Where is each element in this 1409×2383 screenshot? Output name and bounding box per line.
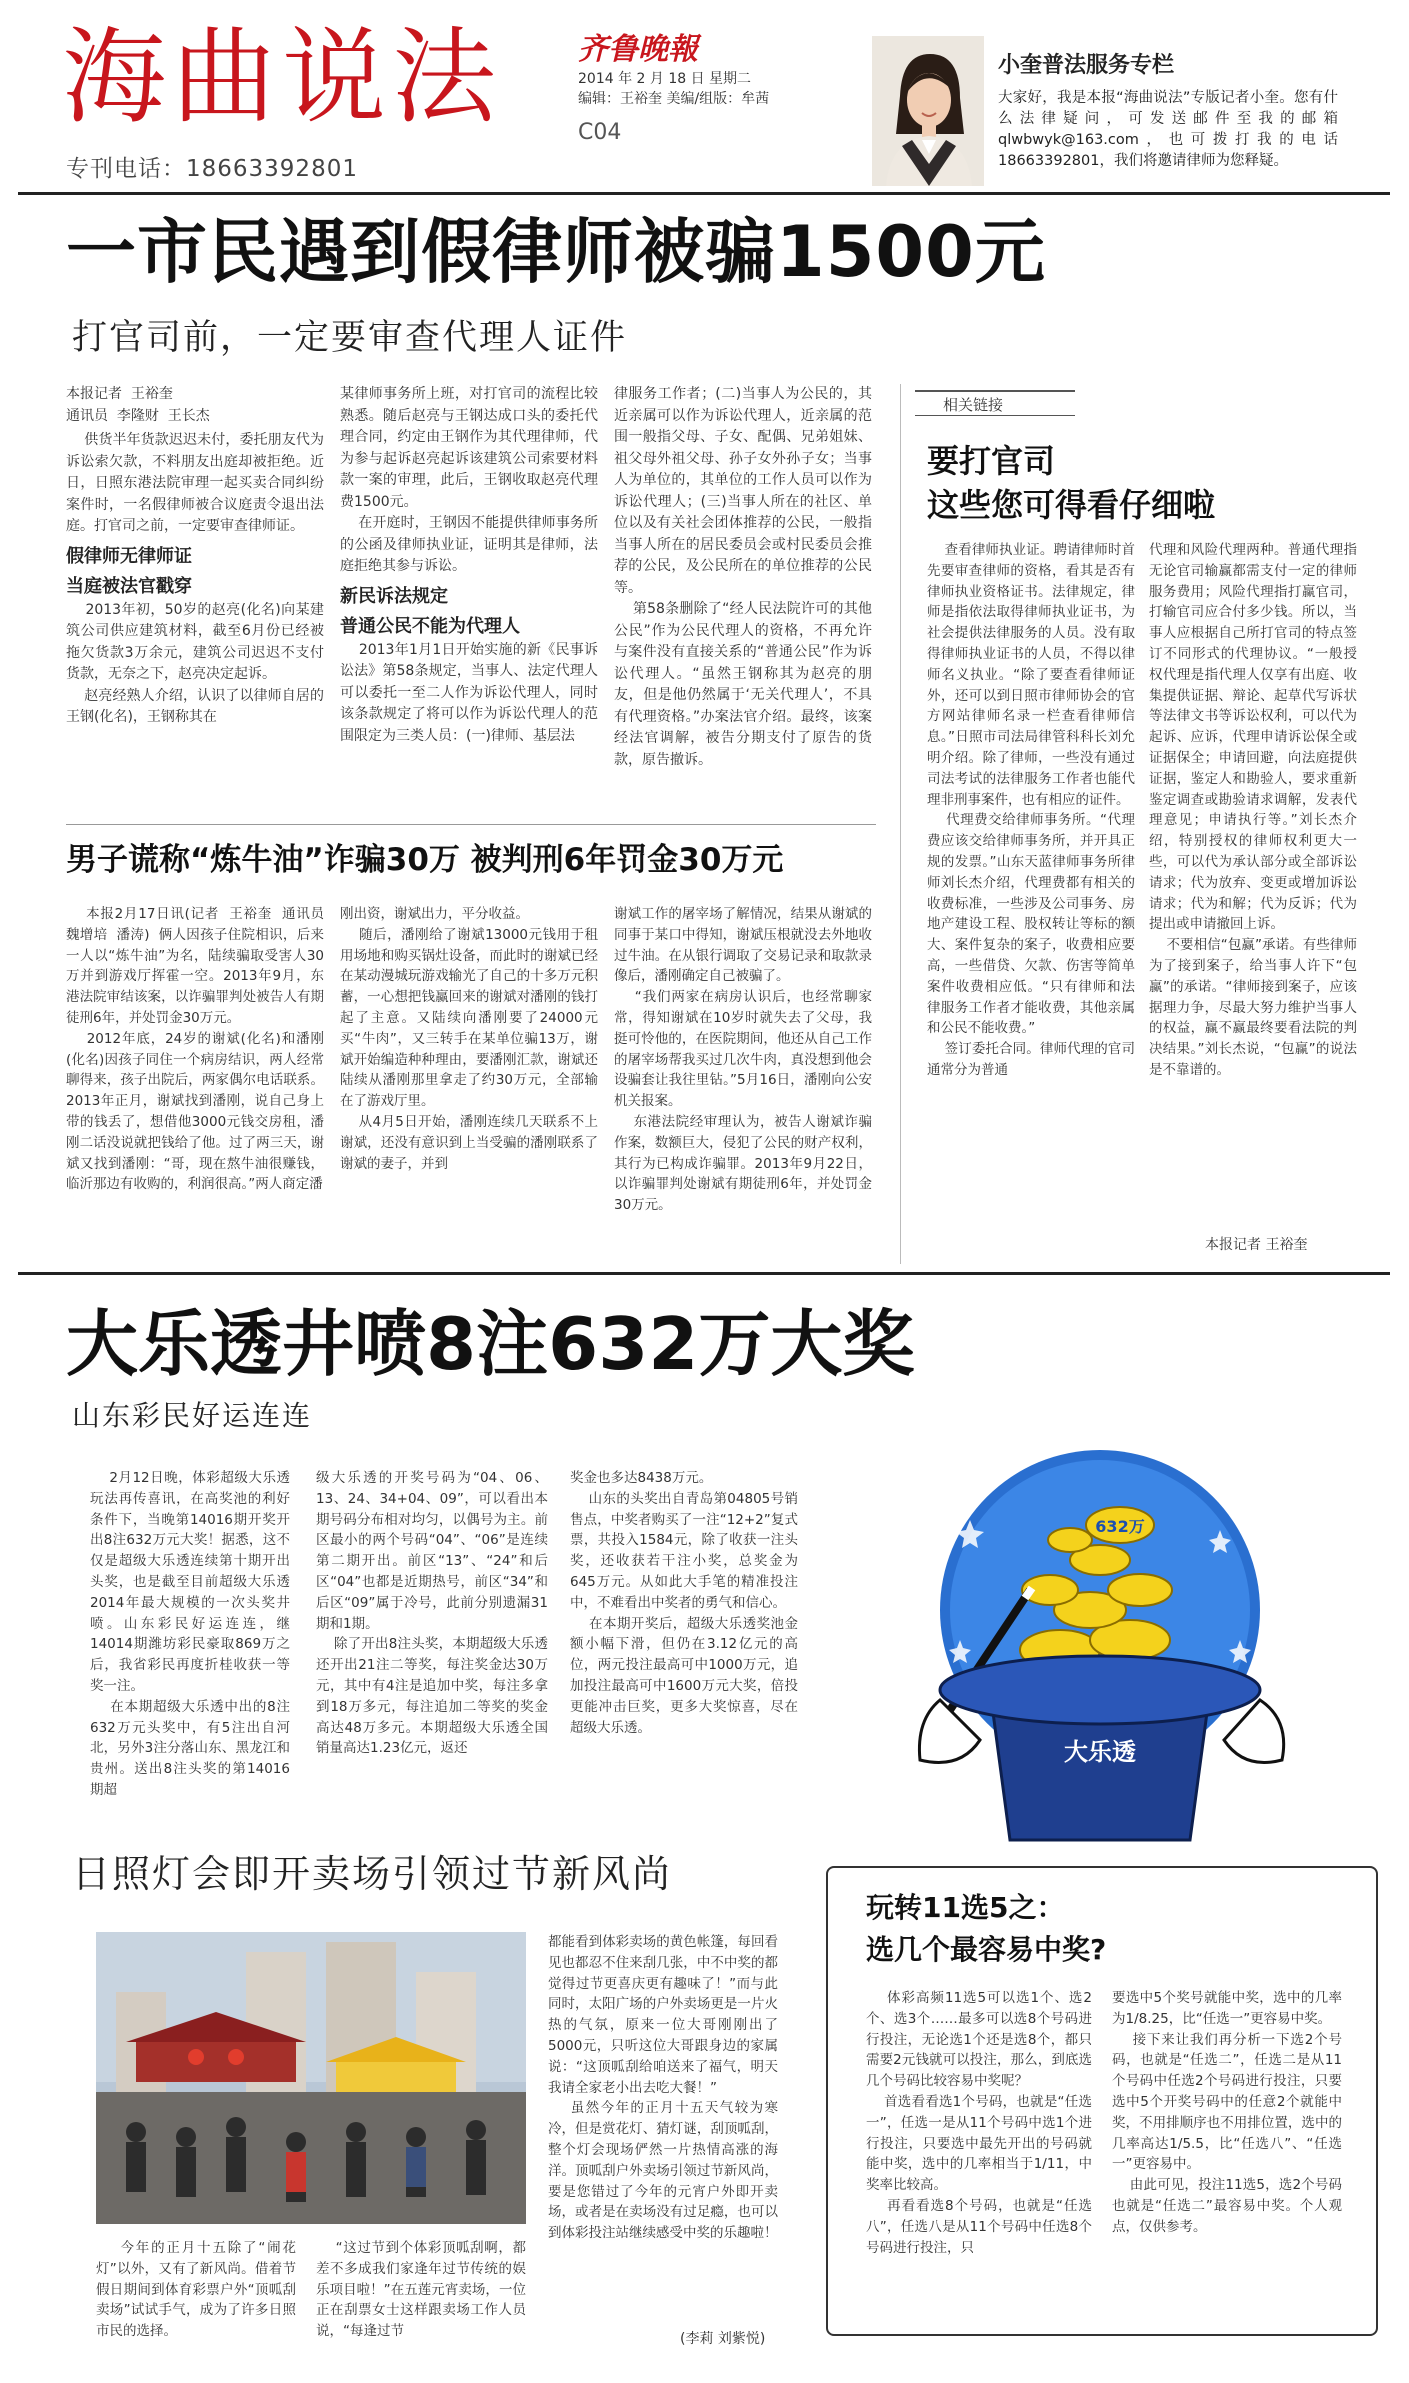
lottery-illustration [820, 1440, 1380, 1860]
masthead [0, 0, 1409, 195]
columnist-intro: 大家好，我是本报“海曲说法”专版记者小奎。您有什么法律疑问，可发送邮件至我的邮箱qlwbwyk@163.com，也可拨打我的电话18663392801，我们将邀请律师为您释疑。 [998, 90, 1338, 169]
article2-col1: 本报2月17日讯(记者 王裕奎 通讯员 魏增培 潘涛) 俩人因孩子住院相识，后来一人以“炼牛油”为名，陆续骗取受害人30万并到游戏厅挥霍一空。2013年9月，东港法院审结该案，以诈骗罪判处被告人有期徒刑6年，并处罚金30万元。 2012年底，24岁的谢斌(化名)和潘刚(化名)因孩子同住一个病房结识，两人经常聊得来，孩子出院后，两家偶尔电话联系。2013年正月，谢斌找到潘刚，说自己身上带的钱丢了，想借他3000元钱交房租，潘刚二话没说就把钱给了他。过了两三天，谢斌又找到潘刚：“哥，现在熬牛油很赚钱，临沂那边有收购的，利润很高。”两人商定潘 [66, 906, 325, 1193]
article1-col1 [66, 430, 324, 729]
article5-box [826, 1866, 1378, 2336]
article2-col3: 谢斌工作的屠宰场了解情况，结果从谢斌的同事于某口中得知，谢斌压根就没去外地收过牛油。在从银行调取了交易记录和取款录像后，潘刚确定自己被骗了。 “我们两家在病房认识后，也经常聊家常，得知谢斌在10岁时就失去了父母，我挺可怜他的，在医院期间，他还从自己工作的屠宰场帮我买过几次牛肉，真没想到他会设骗套让我往里钻。”5月16日，潘刚向公安机关报案。 东港法院经审理认为，被告人谢斌诈骗作案，数额巨大，侵犯了公民的财产权利，其行为已构成诈骗罪。2013年9月22日，以诈骗罪判处谢斌有期徒刑6年，并处罚金30万元。 [614, 906, 872, 1214]
section-divider [18, 1272, 1390, 1275]
page-number: C04 [578, 120, 622, 145]
sidebar-title-2: 这些您可得看仔细啦 [927, 486, 1216, 524]
article1-divider [66, 824, 876, 825]
article4-col3: 都能看到体彩卖场的黄色帐篷，每回看见也都忍不住来刮几张，中不中奖的都觉得过节更喜庆更有趣味了！”而与此同时，太阳广场的户外卖场更是一片火热的气氛，原来一位大哥刚刚出了5000元，只听这位大哥跟身边的家属说：“这顶呱刮给咱送来了福气，明天我请全家老小出去吃大餐！” 虽然今年的正月十五天气较为寒冷，但是赏花灯、猜灯谜，刮顶呱刮，整个灯会现场俨然一片热情高涨的海洋。顶呱刮户外卖场引领过节新风尚，要是您错过了今年的元宵户外即开卖场，或者是在卖场没有过足瘾，也可以到体彩投注站继续感受中奖的乐趣啦！ [548, 1934, 779, 2242]
article5-title-1: 玩转11选5之： [866, 1891, 1065, 1924]
coin-label: 632万 [1095, 1517, 1145, 1536]
sidebar-byline: 本报记者 王裕奎 [1205, 1237, 1308, 1253]
hotline: 专刊电话：18663392801 [66, 156, 358, 182]
article5-col2: 要选中5个奖号就能中奖，选中的几率为1/8.25，比“任选一”更容易中奖。 接下来让我们再分析一下选2个号码，也就是“任选二”，任选二是从11个号码中任选2个号码进行投注，只要选中5个开奖号码中的任意2个就能中奖，不用排顺序也不用排位置，选中的几率高达1/5.5，比“任选八”、“任选一”更容易中。 由此可见，投注11选5，选2个号码也就是“任选二”最容易中奖。个人观点，仅供参考。 [1112, 1990, 1343, 2235]
newspaper-logo: 齐鲁晚報 [578, 32, 698, 67]
article3-col2: 级大乐透的开奖号码为“04、06、13、24、34+04、09”，可以看出本期号码分布相对均匀，以偶号为主。前区最小的两个号码“04”、“06”是连续第二期开出。前区“13”、“24”和后区“04”也都是近期热号，前区“34”和后区“09”属于冷号，此前分别遗漏31期和1期。 除了开出8注头奖，本期超级大乐透还开出21注二等奖，每注奖金达30万元，其中有4注是追加中奖，每注多拿到18万多元，每注追加二等奖的奖金高达48万多元。本期超级大乐透全国销量高达1.23亿元，返还 [316, 1470, 548, 1757]
article1-col2 [340, 384, 598, 747]
article1-byline: 本报记者 王裕奎 通讯员 李隆财 王长杰 [66, 386, 210, 424]
article1-col3: 律服务工作者；(二)当事人为公民的，其近亲属可以作为诉讼代理人，近亲属的范围一般指父母、子女、配偶、兄弟姐妹、祖父母外祖父母、孙子女外孙子女；当事人为单位的，其单位的工作人员可以作为诉讼代理人；(三)当事人所在的社区、单位以及有关社会团体推荐的公民，一般指当事人所在的居民委员会或村民委员会推荐的公民，及公民所在的单位推荐的公民等。 第58条删除了“经人民法院许可的其他公民”作为公民代理人的资格，不再允许与案件没有直接关系的“普通公民”作为诉讼代理人。“虽然王钢称其为赵亮的朋友，但是他仍然属于‘无关代理人’，不具有代理资格。”办案法官介绍。最终，该案经法官调解，被告分期支付了原告的货款，原告撤诉。 [614, 386, 872, 768]
article4-byline: (李莉 刘紫悦) [680, 2331, 766, 2347]
article1-subtitle-3: 新民诉法规定 [340, 585, 448, 607]
article1-col1b-text: 2013年初，50岁的赵亮(化名)向某建筑公司供应建筑材料，截至6月份已经被拖欠货款3万余元，建筑公司迟迟不支付货款，无奈之下，赵亮决定起诉。 赵亮经熟人介绍，认识了以律师自居的王钢(化名)，王钢称其在 [66, 601, 324, 725]
article3-col1: 2月12日晚，体彩超级大乐透玩法再传喜讯，在高奖池的利好条件下，当晚第14016期开奖开出8注632万元大奖！据悉，这不仅是超级大乐透连续第十期开出头奖，也是截至目前超级大乐透2014年最大规模的一次头奖井喷。山东彩民好运连连，继14014期潍坊彩民豪取869万之后，我省彩民再度折桂收获一等奖一注。 在本期超级大乐透中出的8注632万元头奖中，有5注出自河北，另外3注分落山东、黑龙江和贵州。送出8注头奖的第14016期超 [90, 1470, 290, 1798]
masthead-divider [18, 192, 1390, 195]
sidebar-box [900, 384, 1370, 1264]
article4-photo [96, 1932, 526, 2224]
article1-subtitle-1: 假律师无律师证 [66, 545, 192, 567]
article1-subtitle-4: 普通公民不能为代理人 [340, 615, 520, 637]
sidebar-title-1: 要打官司 [927, 442, 1056, 480]
article3-subhead: 山东彩民好运连连 [72, 1399, 313, 1432]
article1-col1-text: 供货半年货款迟迟未付，委托朋友代为诉讼索欠款，不料朋友出庭却被拒绝。近日，日照东港法院审理一起买卖合同纠纷案件时，一名假律师被合议庭责令退出法庭。打官司之前，一定要审查律师证。 [66, 432, 324, 534]
article1-subtitle-2: 当庭被法官戳穿 [66, 575, 192, 597]
columnist-box-title: 小奎普法服务专栏 [998, 53, 1175, 78]
article1-col2-text: 某律师事务所上班，对打官司的流程比较熟悉。随后赵亮与王钢达成口头的委托代理合同，约定由王钢作为其代理律师，代为参与起诉赵亮起诉该建筑公司索要材料款一案的审理，此后，王钢收取赵亮代理费1500元。 在开庭时，王钢因不能提供律师事务所的公函及律师执业证，证明其是律师，法庭拒绝其参与诉讼。 [340, 386, 598, 574]
article1-headline: 一市民遇到假律师被骗1500元 [66, 211, 1046, 293]
article5-col1: 体彩高频11选5可以选1个、选2个、选3个……最多可以选8个号码进行投注，无论选1个还是选8个，都只需要2元钱就可以投注，那么，到底选几个号码比较容易中奖呢？ 首选看看选1个号码，也就是“任选一”，任选一是从11个号码中选1个进行投注，只要选中最先开出的号码就能中奖，选中的几率相当于1/11，中奖率比较高。 再看看选8个号码，也就是“任选八”，任选八是从11个号码中任选8个号码进行投注，只 [866, 1990, 1092, 2256]
article2-headline: 男子谎称“炼牛油”诈骗30万 被判刑6年罚金30万元 [66, 842, 784, 878]
article1-col2b-text: 2013年1月1日开始实施的新《民事诉讼法》第58条规定，当事人、法定代理人可以委托一至二人作为诉讼代理人，同时该条款规定了将可以作为诉讼代理人的范围限定为三类人员：(一)律师、基层法 [340, 641, 598, 744]
article2-col2: 刚出资，谢斌出力，平分收益。 随后，潘刚给了谢斌13000元钱用于租用场地和购买锅灶设备，而此时的谢斌已经在某动漫城玩游戏输光了自己的十多万元积蓄，一心想把钱赢回来的谢斌对潘刚的钱打起了主意。又陆续向潘刚要了24000元买“牛肉”，又三转手在某单位骗13万，谢斌开始编造种种理由，要潘刚汇款，谢斌还陆续从潘刚那里拿走了约30万元，全部输在了游戏厅里。 从4月5日开始，潘刚连续几天联系不上谢斌，还没有意识到上当受骗的潘刚联系了谢斌的妻子，并到 [340, 906, 598, 1172]
article3-headline: 大乐透井喷8注632万大奖 [66, 1302, 915, 1386]
article5-title-2: 选几个最容易中奖? [866, 1933, 1107, 1966]
columnist-photo [872, 36, 984, 186]
article4-photo-caption: 今年的正月十五除了“闹花灯”以外，又有了新风尚。借着节假日期间到体育彩票户外“顶呱刮卖场”试试手气，成为了许多日照市民的选择。 [96, 2240, 296, 2340]
article4-col2: “这过节到个体彩顶呱刮啊，都差不多成我们家逢年过节传统的娱乐项目啦！”在五莲元宵卖场，一位正在刮票女士这样跟卖场工作人员说，“每逢过节 [316, 2240, 527, 2340]
sidebar-col1: 查看律师执业证。聘请律师时首先要审查律师的资格，看其是否有律师执业资格证书。法律规定，律师是指依法取得律师执业证书，为社会提供法律服务的人员。没有取得律师执业证书的人员，不得以律师名义执业。“除了要查看律师证外，还可以到日照市律师协会的官方网站律师名录一栏查看律师信息。”日照市司法局律管科科长刘允明介绍。除了律师，一些没有通过司法考试的法律服务工作者也能代理非刑事案件，也有相应的证件。 代理费交给律师事务所。“代理费应该交给律师事务所，并开具正规的发票。”山东天蓝律师事务所律师刘长杰介绍，代理费都有相关的收费标准，一些涉及公司事务、房地产建设工程、股权转让等标的额大、案件复杂的案子，收费相应要高，一些借贷、欠款、伤害等简单案件收费相应低。“只有律师和法律服务工作者才能收费，其他亲属和公民不能收费。” 签订委托合同。律师代理的官司通常分为普通 [927, 542, 1136, 1078]
hat-label: 大乐透 [1064, 1738, 1136, 1766]
editor-line: 编辑：王裕奎 美编/组版：牟茜 [578, 91, 770, 107]
article4-headline: 日照灯会即开卖场引领过节新风尚 [72, 1852, 673, 1896]
sidebar-col2: 代理和风险代理两种。普通代理指无论官司输赢都需支付一定的律师服务费用；风险代理指打赢官司，打输官司应合付多少钱。所以，当事人应根据自己所打官司的特点签订不同形式的代理协议。“一般授权代理是指代理人仅享有出庭、收集提供证据、辩论、起草代写诉状等法律文书等诉讼权利，可以代为起诉、应诉，代理申请诉讼保全或证据保全；申请回避，向法庭提供证据，鉴定人和勘验人，要求重新鉴定调查或勘验请求调解，发表代理意见；申请执行等。”刘长杰介绍，特别授权的律师权利更大一些，可以代为承认部分或全部诉讼请求；代为放弃、变更或增加诉讼请求；代为和解；代为反诉；代为提出或申请撤回上诉。 不要相信“包赢”承诺。有些律师为了接到案子，给当事人许下“包赢”的承诺。“律师接到案子，应该据理力争，尽最大努力维护当事人的权益，赢不赢最终要看法院的判决结果。”刘长杰说，“包赢”的说法是不靠谱的。 [1149, 542, 1357, 1078]
article3-col3: 奖金也多达8438万元。 山东的头奖出自青岛第04805号销售点，中奖者购买了一注“12+2”复式票，共投入1584元，除了收获一注头奖，还收获若干注小奖，总奖金为645万元。从如此大手笔的精准投注中，不难看出中奖者的勇气和信心。 在本期开奖后，超级大乐透奖池金额小幅下滑，但仍在3.12亿元的高位，两元投注最高可中1000万元，追加投注最高可中1600万元大奖，倍投更能冲击巨奖，更多大奖惊喜，尽在超级大乐透。 [570, 1470, 799, 1736]
sidebar-tag-label: 相关链接 [943, 396, 1004, 414]
article1-subhead: 打官司前，一定要审查代理人证件 [72, 318, 628, 358]
date-line: 2014 年 2 月 18 日 星期二 [578, 71, 752, 87]
sidebar-tag [915, 390, 1075, 416]
section-title: 海曲说法 [62, 16, 503, 138]
